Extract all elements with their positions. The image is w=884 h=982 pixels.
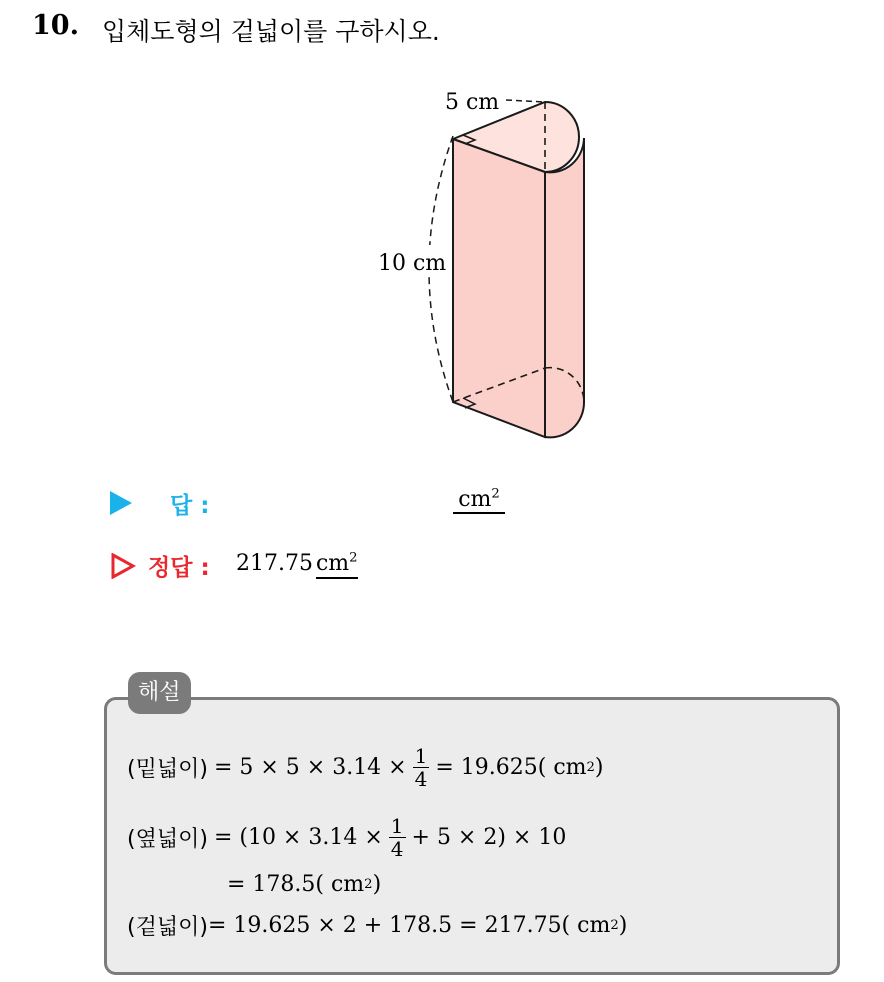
correct-answer-label: 정답 :: [148, 555, 210, 581]
answer-row: [110, 487, 530, 521]
answer-input[interactable]: [453, 487, 505, 514]
front-face: [453, 139, 545, 437]
radius-dim-line: [506, 100, 545, 102]
correct-unit: $cm^2$: [316, 551, 358, 579]
question-text: 입체도형의 겉넓이를 구하시오.: [102, 17, 440, 46]
fraction: $\frac{1}{4}$: [414, 744, 428, 791]
solution-box: [104, 697, 840, 975]
correct-value-number: 217.75: [236, 551, 313, 576]
fraction: $\frac{1}{4}$: [390, 814, 404, 861]
solution-line-1: (밑넓이) = 5 × 5 × 3.14 × $\frac{1}{4}$ = 19.625( cm 2 ): [127, 744, 604, 791]
radius-label: 5 cm: [445, 90, 500, 115]
answer-unit-exp: 2: [491, 486, 500, 502]
answer-unit: cm: [458, 487, 492, 512]
solution-line-3: = 178.5( cm 2 ): [227, 872, 382, 897]
height-label: 10 cm: [378, 251, 447, 276]
correct-answer-row: [110, 549, 530, 583]
question-number: 10.: [32, 10, 79, 41]
correct-arrow-icon: [110, 553, 136, 579]
quarter-cylinder-figure: [360, 80, 600, 450]
correct-answer-value: [236, 551, 358, 579]
solution-line-4: (겉넓이) = 19.625 × 2 + 178.5 = 217.75( cm 2 ): [127, 913, 628, 940]
answer-arrow-icon: [110, 491, 132, 515]
answer-label: 답 :: [170, 493, 210, 519]
solution-line-2: (옆넓이) = (10 × 3.14 × $\frac{1}{4}$ + 5 × 2) × 10: [127, 814, 567, 861]
curved-face: [545, 138, 584, 437]
solution-tag: 해설: [128, 672, 191, 714]
